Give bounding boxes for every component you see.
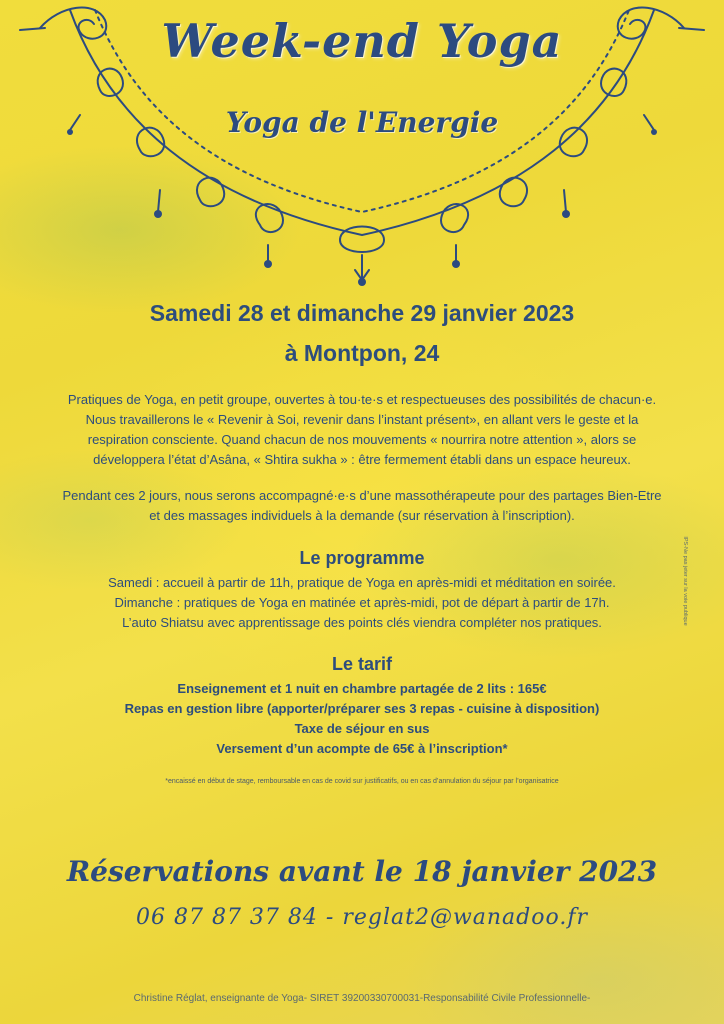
tarif-line: Repas en gestion libre (apporter/préparer ses 3 repas - cuisine à disposition) [124, 701, 600, 716]
side-note: IPS-Ne pas jeter sur la voie publique [682, 536, 688, 626]
contact-info: 06 87 87 37 84 - reglat2@wanadoo.fr [135, 905, 589, 930]
tarif-line: Enseignement et 1 nuit en chambre partagée de 2 lits : 165€ [177, 681, 547, 696]
event-date: Samedi 28 et dimanche 29 janvier 2023 [149, 300, 575, 326]
reservation-deadline: Réservations avant le 18 janvier 2023 [66, 855, 658, 888]
programme-line: Dimanche : pratiques de Yoga en matinée et après-midi, pot de départ à partir de 17h. [114, 595, 610, 610]
event-place: à Montpon, 24 [284, 340, 440, 366]
programme-title: Le programme [299, 548, 425, 568]
programme-list [40, 573, 684, 633]
tarif-title: Le tarif [331, 654, 392, 674]
tarif-line: Taxe de séjour en sus [294, 721, 430, 736]
legal-footer: Christine Réglat, enseignante de Yoga- SIRET 39200330700031-Responsabilité Civile Professionnelle- [133, 993, 591, 1004]
poster-title: Week-end Yoga [161, 14, 563, 68]
intro-paragraph [40, 390, 684, 470]
massage-line: et des massages individuels à la demande (sur réservation à l’inscription). [149, 508, 575, 523]
intro-line: Nous travaillerons le « Revenir à Soi, revenir dans l’instant présent», en allant vers le geste et la [85, 412, 639, 427]
programme-line: Samedi : accueil à partir de 11h, pratique de Yoga en après-midi et méditation en soirée. [108, 575, 616, 590]
intro-line: respiration consciente. Quand chacun de nos mouvements « nourrira notre attention », alors se [87, 432, 637, 447]
massage-line: Pendant ces 2 jours, nous serons accompagné·e·s d’une massothérapeute pour des partages Bien-Etre [62, 488, 662, 503]
programme-line: L’auto Shiatsu avec apprentissage des points clés viendra compléter nos pratiques. [122, 615, 602, 630]
poster-subtitle: Yoga de l'Energie [225, 106, 499, 139]
footnote: *encaissé en début de stage, remboursable en cas de covid sur justificatifs, ou en cas d’annulation du séjour par l’organisatrice [165, 778, 559, 785]
tarif-line: Versement d’un acompte de 65€ à l’inscription* [216, 741, 508, 756]
tarif-list [40, 679, 684, 759]
massage-paragraph [40, 486, 684, 526]
intro-line: développera l’état d’Asâna, « Shtira sukha » : être fermement établi dans un espace heureux. [93, 452, 631, 467]
intro-line: Pratiques de Yoga, en petit groupe, ouvertes à tou·te·s et respectueuses des possibilités de chacun·e. [67, 392, 657, 407]
